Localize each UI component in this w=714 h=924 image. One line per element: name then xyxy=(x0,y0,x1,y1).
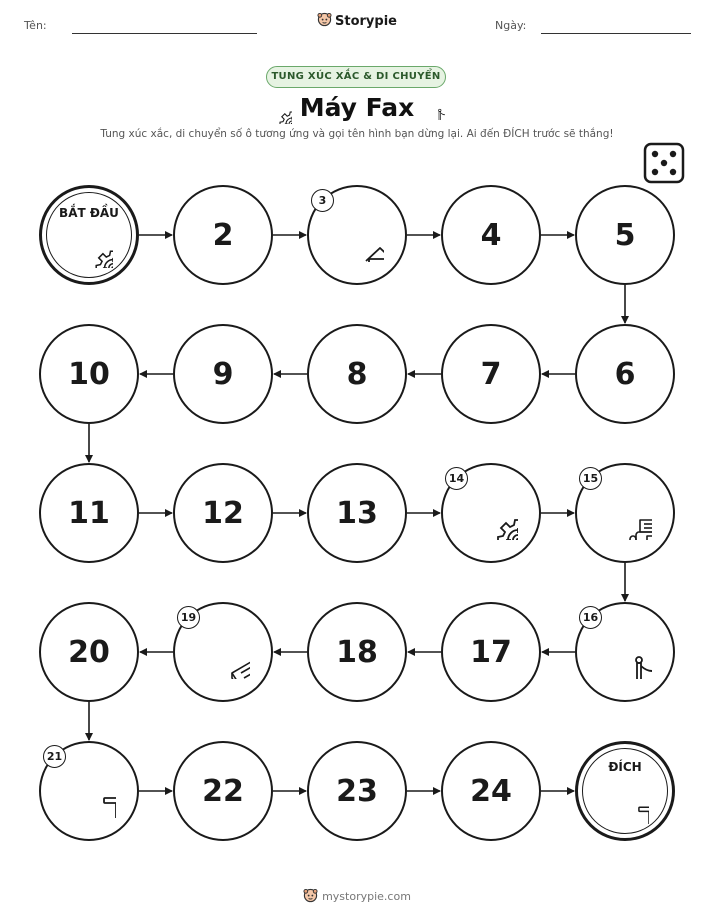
space-number-badge: 21 xyxy=(43,745,66,768)
board-space xyxy=(575,463,675,563)
board-space xyxy=(173,324,273,424)
space-number: 10 xyxy=(68,356,110,392)
space-number-badge: 14 xyxy=(445,467,468,490)
space-number: 23 xyxy=(336,773,378,809)
start-space xyxy=(39,185,139,285)
space-number: 18 xyxy=(336,634,378,670)
space-number: 9 xyxy=(212,356,234,392)
board-space xyxy=(307,463,407,563)
space-number: 13 xyxy=(336,495,378,531)
board-space xyxy=(307,741,407,841)
board-space xyxy=(173,463,273,563)
footer-url: mystorypie.com xyxy=(322,890,411,903)
space-number: 12 xyxy=(202,495,244,531)
space-number: 24 xyxy=(470,773,512,809)
instructions: Tung xúc xắc, di chuyển số ô tương ứng và gọi tên hình bạn dừng lại. Ai đến ĐÍCH trước sẽ thắng! xyxy=(100,128,614,140)
board-space xyxy=(441,463,541,563)
book-icon xyxy=(200,629,250,679)
board-space xyxy=(173,741,273,841)
game-type-tag: TUNG XÚC XẮC & DI CHUYỂN xyxy=(266,66,446,88)
finish-space xyxy=(575,741,675,841)
board-space xyxy=(307,602,407,702)
gear-icon xyxy=(71,226,113,268)
space-number: 6 xyxy=(614,356,636,392)
board-space xyxy=(575,602,675,702)
board-space xyxy=(307,185,407,285)
board-space xyxy=(39,463,139,563)
page-title: Máy Fax xyxy=(299,93,415,122)
board-space xyxy=(39,324,139,424)
board-space xyxy=(173,185,273,285)
board-space xyxy=(441,324,541,424)
space-number: 20 xyxy=(68,634,110,670)
fax-machine-icon xyxy=(602,490,652,540)
board-space xyxy=(441,185,541,285)
space-number-badge: 15 xyxy=(579,467,602,490)
space-number: 4 xyxy=(480,217,502,253)
space-number: 5 xyxy=(614,217,636,253)
date-label: Ngày: xyxy=(495,19,527,32)
space-number: 7 xyxy=(480,356,502,392)
board-space xyxy=(307,324,407,424)
board-space xyxy=(173,602,273,702)
start-label: BẮT ĐẦU xyxy=(59,206,119,220)
footer xyxy=(0,888,714,906)
board-space xyxy=(39,602,139,702)
space-number: 22 xyxy=(202,773,244,809)
board-space xyxy=(575,324,675,424)
board-space xyxy=(441,602,541,702)
space-number: 11 xyxy=(68,495,110,531)
name-label: Tên: xyxy=(24,19,47,32)
storypie-logo-icon xyxy=(303,888,318,906)
space-number: 2 xyxy=(212,217,234,253)
finish-label: ĐÍCH xyxy=(608,760,642,774)
pendulum-icon xyxy=(66,768,116,818)
brand-name: Storypie xyxy=(335,14,397,29)
space-number-badge: 16 xyxy=(579,606,602,629)
space-number-badge: 19 xyxy=(177,606,200,629)
pendulum-icon xyxy=(607,782,649,824)
stanchion-rope-icon xyxy=(602,629,652,679)
board-space xyxy=(575,185,675,285)
board-space xyxy=(441,741,541,841)
gear-icon xyxy=(468,490,518,540)
space-number: 17 xyxy=(470,634,512,670)
house-icon xyxy=(334,212,384,262)
board-space xyxy=(39,741,139,841)
space-number-badge: 3 xyxy=(311,189,334,212)
space-number: 8 xyxy=(346,356,368,392)
